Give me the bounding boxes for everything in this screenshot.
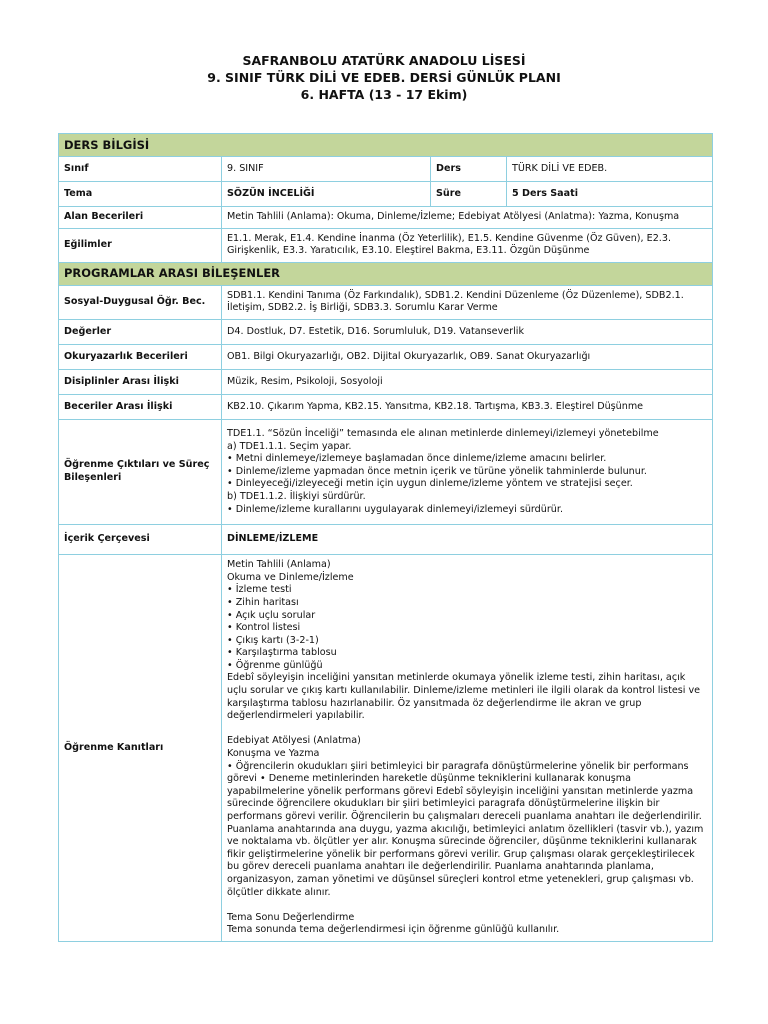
value-sinif: 9. SINIF	[222, 157, 431, 182]
row-icerik	[59, 525, 713, 555]
label-icerik: İçerik Çerçevesi	[59, 525, 222, 555]
lesson-plan-table	[58, 133, 713, 942]
row-tema	[59, 182, 713, 207]
label-alan-becerileri: Alan Becerileri	[59, 207, 222, 229]
row-ogrenme-ciktilari	[59, 419, 713, 524]
section-ders-bilgisi	[59, 134, 713, 157]
outcome-heading: TDE1.1. “Sözün İnceliği” temasında ele alınan metinlerde dinlemeyi/izlemeyi yönetebilme	[227, 427, 659, 439]
value-ders: TÜRK DİLİ VE EDEB.	[507, 157, 713, 182]
value-alan-becerileri: Metin Tahlili (Anlama): Okuma, Dinleme/İzleme; Edebiyat Atölyesi (Anlatma): Yazma, Konuşma	[222, 207, 713, 229]
row-sosyal-duygusal	[59, 285, 713, 319]
label-beceriler: Beceriler Arası İlişki	[59, 394, 222, 419]
value-ogrenme-ciktilari	[222, 419, 713, 524]
row-okuryazarlik	[59, 344, 713, 369]
row-egilimler	[59, 228, 713, 262]
label-ogrenme-ciktilari: Öğrenme Çıktıları ve Süreç Bileşenleri	[59, 419, 222, 524]
week-title: 6. HAFTA (13 - 17 Ekim)	[300, 87, 468, 102]
row-ogrenme-kanitlari	[59, 555, 713, 942]
value-degerler: D4. Dostluk, D7. Estetik, D16. Sorumluluk, D19. Vatanseverlik	[222, 319, 713, 344]
outcome-body: a) TDE1.1.1. Seçim yapar. • Metni dinlemeye/izlemeye başlamadan önce dinleme/izleme amacını belirler. • Dinleme/izleme yapmadan önce metnin içerik ve türüne yönelik tahminlerde bulunur. • Dinleyeceği/izleyeceği metin için uygun dinleme/izleme yöntem ve stratejisi seçer. b) TDE1.1.2. İlişkiyi sürdürür. • Dinleme/izleme kurallarını uygulayarak dinlemeyi/izlemeyi sürdürür.	[227, 440, 647, 515]
value-tema: SÖZÜN İNCELİĞİ	[222, 182, 431, 207]
value-egilimler: E1.1. Merak, E1.4. Kendine İnanma (Öz Yeterlilik), E1.5. Kendine Güvenme (Öz Güven), E2.3. Girişkenlik, E3.3. Yaratıcılık, E3.10. Eleştirel Bakma, E3.11. Özgün Düşünme	[222, 228, 713, 262]
label-disiplinler: Disiplinler Arası İlişki	[59, 369, 222, 394]
value-beceriler: KB2.10. Çıkarım Yapma, KB2.15. Yansıtma, KB2.18. Tartışma, KB3.3. Eleştirel Düşünme	[222, 394, 713, 419]
label-okuryazarlik: Okuryazarlık Becerileri	[59, 344, 222, 369]
label-ogrenme-kanitlari: Öğrenme Kanıtları	[59, 555, 222, 942]
row-degerler	[59, 319, 713, 344]
value-sosyal-duygusal: SDB1.1. Kendini Tanıma (Öz Farkındalık), SDB1.2. Kendini Düzenleme (Öz Düzenleme), SDB2.1. İletişim, SDB2.2. İş Birliği, SDB3.3. Sorumlu Karar Verme	[222, 285, 713, 319]
label-sure: Süre	[431, 182, 507, 207]
label-ders: Ders	[431, 157, 507, 182]
row-sinif	[59, 157, 713, 182]
value-icerik: DİNLEME/İZLEME	[222, 525, 713, 555]
label-sosyal-duygusal: Sosyal-Duygusal Öğr. Bec.	[59, 285, 222, 319]
value-ogrenme-kanitlari: Metin Tahlili (Anlama) Okuma ve Dinleme/İzleme • İzleme testi • Zihin haritası • Açık uçlu sorular • Kontrol listesi • Çıkış kartı (3-2-1) • Karşılaştırma tablosu • Öğrenme günlüğü Edebî söyleyişin inceliğini yansıtan metinlerde okumaya yönelik izleme testi, zihin haritası, açık uçlu sorular ve çıkış kartı kullanılabilir. Dinleme/izleme metinleri ile ilgili olarak da kontrol listesi ve karşılaştırma tablosu hazırlanabilir. Öz yansıtmada öz değerlendirme ile akran ve grup değerlendirmeleri yapılabilir. Edebiyat Atölyesi (Anlatma) Konuşma ve Yazma • Öğrencilerin okudukları şiiri betimleyici bir paragrafa dönüştürmelerine yönelik bir performans görevi • Deneme metinlerinden hareketle düşünme tekniklerini kullanarak konuşma yapabilmelerine yönelik performans görevi Edebî söyleyişin inceliğini yansıtan metinlerde yazma sürecinde öğrencilere okudukları bir şiiri betimleyici paragrafa dönüştürmelerine ilişkin bir performans görevi verilir. Öğrencilerin bu çalışmaları dereceli puanlama anahtarı ile değerlendirilir. Puanlama anahtarında ana duygu, yazma akıcılığı, betimleyici anlatım özellikleri (tasvir vb.), yazım ve noktalama vb. ölçütler yer alır. Konuşma sürecinde öğrenciler, düşünme tekniklerini kullanarak fikir geliştirmelerine yönelik bir performans görevi verilir. Grup çalışması olarak gerçekleştirilecek bu görev dereceli puanlama anahtarı ile değerlendirilir. Puanlama anahtarında planlama, organizasyon, zaman yönetimi ve düşünsel süreçleri kontrol etme yetenekleri, grup çalışması vb. ölçütler dikkate alınır. Tema Sonu Değerlendirme Tema sonunda tema değerlendirmesi için öğrenme günlüğü kullanılır.	[222, 555, 713, 942]
section-programlar	[59, 262, 713, 285]
page-header	[0, 52, 768, 103]
row-alan-becerileri	[59, 207, 713, 229]
row-disiplinler	[59, 369, 713, 394]
label-sinif: Sınıf	[59, 157, 222, 182]
value-sure: 5 Ders Saati	[507, 182, 713, 207]
label-tema: Tema	[59, 182, 222, 207]
value-disiplinler: Müzik, Resim, Psikoloji, Sosyoloji	[222, 369, 713, 394]
school-name: SAFRANBOLU ATATÜRK ANADOLU LİSESİ	[242, 53, 526, 68]
plan-title: 9. SINIF TÜRK DİLİ VE EDEB. DERSİ GÜNLÜK PLANI	[207, 70, 561, 85]
section-title-programlar: PROGRAMLAR ARASI BİLEŞENLER	[59, 262, 713, 285]
label-degerler: Değerler	[59, 319, 222, 344]
value-okuryazarlik: OB1. Bilgi Okuryazarlığı, OB2. Dijital Okuryazarlık, OB9. Sanat Okuryazarlığı	[222, 344, 713, 369]
label-egilimler: Eğilimler	[59, 228, 222, 262]
section-title-ders-bilgisi: DERS BİLGİSİ	[59, 134, 713, 157]
row-beceriler	[59, 394, 713, 419]
